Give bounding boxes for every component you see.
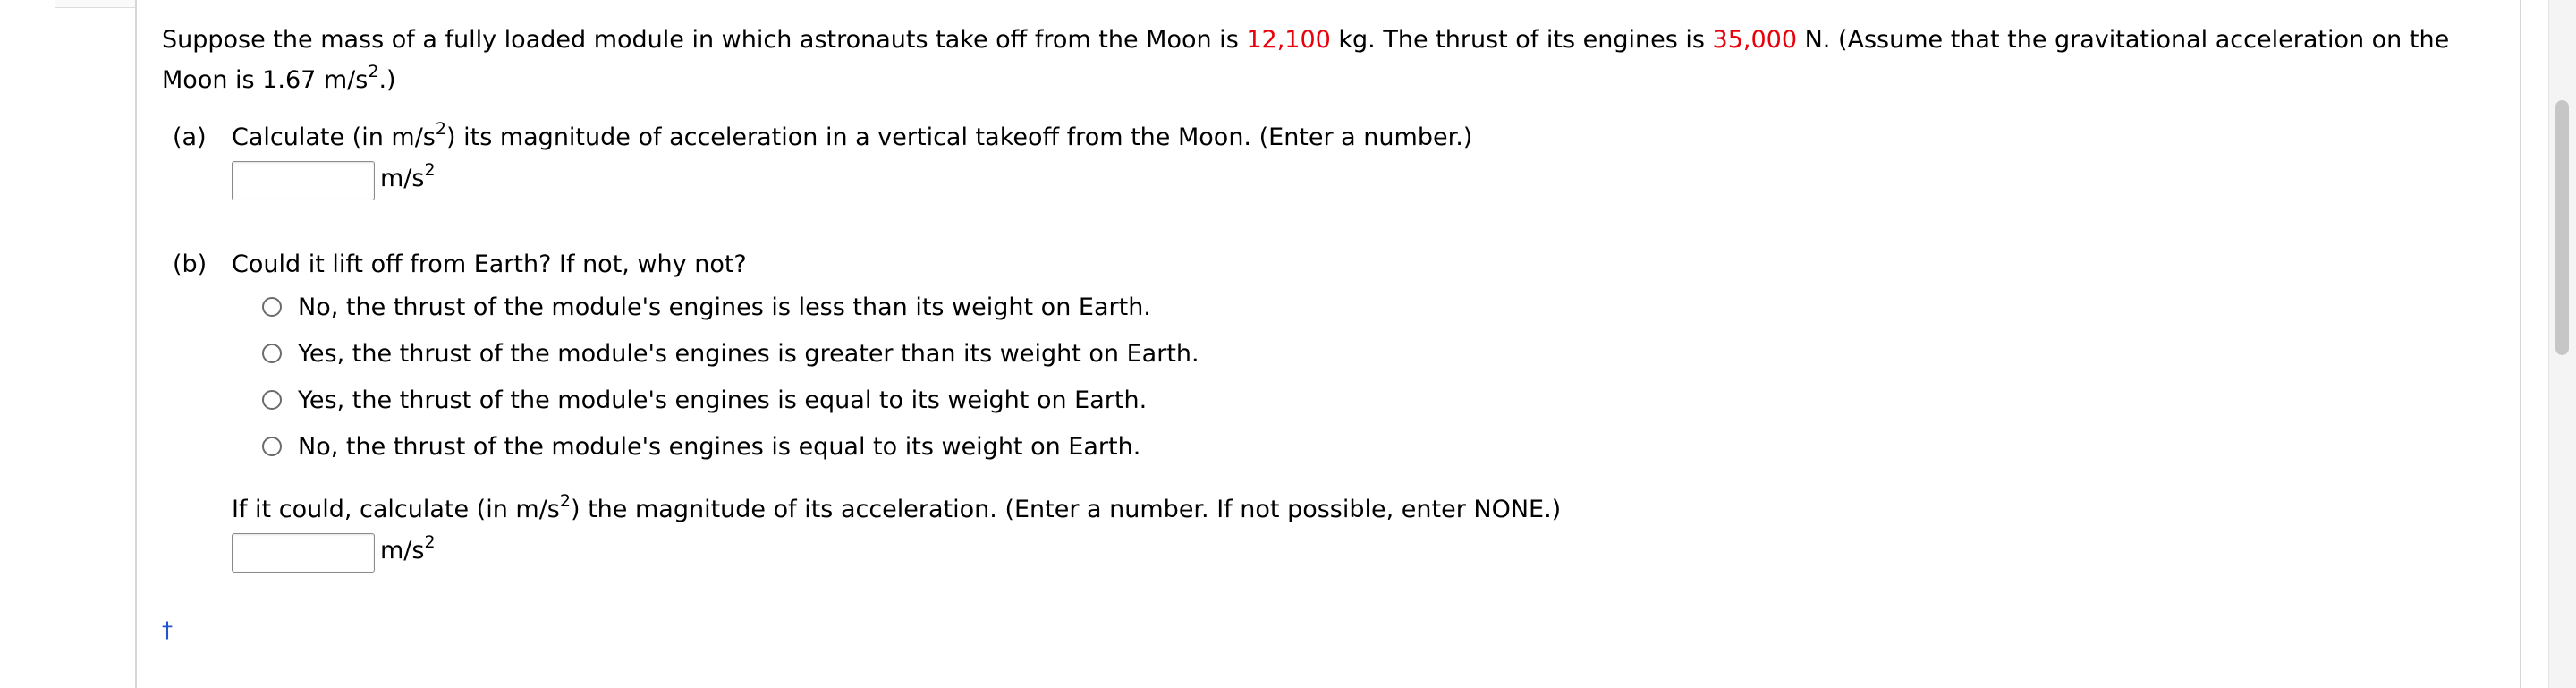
- superscript: 2: [424, 160, 436, 180]
- part-b-answer-input[interactable]: [232, 533, 375, 573]
- part-a-text: [232, 119, 1473, 154]
- problem-text: N. (Assume that the gravitational acceleration on the Moon is 1.67 m/s: [162, 26, 2450, 94]
- part-a-answer-row: [232, 161, 589, 199]
- part-b-text: Could it lift off from Earth? If not, why not?: [232, 251, 747, 278]
- scrollbar-thumb[interactable]: [2555, 100, 2569, 355]
- unit-text: m/s: [380, 537, 425, 565]
- part-b-question: [173, 249, 2409, 281]
- radio-button[interactable]: [262, 297, 282, 317]
- radio-button[interactable]: [262, 437, 282, 456]
- option-label: No, the thrust of the module's engines is less than its weight on Earth.: [298, 293, 1151, 321]
- part-a-tag: (a): [173, 123, 207, 151]
- part-b-answer-row: [232, 533, 589, 571]
- option-label: No, the thrust of the module's engines is equal to its weight on Earth.: [298, 433, 1141, 461]
- question-card: [135, 0, 2521, 688]
- radio-button[interactable]: [262, 344, 282, 363]
- footnote-dagger-link[interactable]: †: [162, 617, 173, 642]
- part-a-answer-input[interactable]: [232, 161, 375, 200]
- superscript: 2: [424, 532, 436, 552]
- problem-statement: [162, 20, 2487, 100]
- mass-value: 12,100: [1246, 26, 1331, 54]
- part-b-unit: [380, 532, 436, 567]
- part-a-question: [173, 119, 2409, 154]
- part-b-followup-question: [232, 491, 2378, 526]
- superscript: 2: [435, 119, 446, 139]
- problem-text: Suppose the mass of a fully loaded module in which astronauts take off from the Moon is: [162, 26, 1247, 54]
- superscript: 2: [559, 491, 571, 511]
- question-text: ) the magnitude of its acceleration. (Enter a number. If not possible, enter NONE.): [570, 496, 1562, 523]
- problem-text: .): [378, 66, 396, 94]
- option-label: Yes, the thrust of the module's engines is greater than its weight on Earth.: [298, 340, 1199, 368]
- superscript: 2: [368, 62, 379, 81]
- part-a-unit: [380, 160, 436, 195]
- problem-text: kg. The thrust of its engines is: [1330, 26, 1713, 54]
- option-label: Yes, the thrust of the module's engines is equal to its weight on Earth.: [298, 386, 1148, 414]
- thrust-value: 35,000: [1712, 26, 1798, 54]
- vertical-scrollbar[interactable]: [2548, 0, 2576, 688]
- part-b-tag: (b): [173, 251, 208, 278]
- unit-text: m/s: [380, 165, 425, 192]
- question-text: ) its magnitude of acceleration in a vertical takeoff from the Moon. (Enter a number.): [445, 123, 1473, 151]
- radio-button[interactable]: [262, 390, 282, 410]
- question-text: Calculate (in m/s: [232, 123, 436, 151]
- question-text: If it could, calculate (in m/s: [232, 496, 560, 523]
